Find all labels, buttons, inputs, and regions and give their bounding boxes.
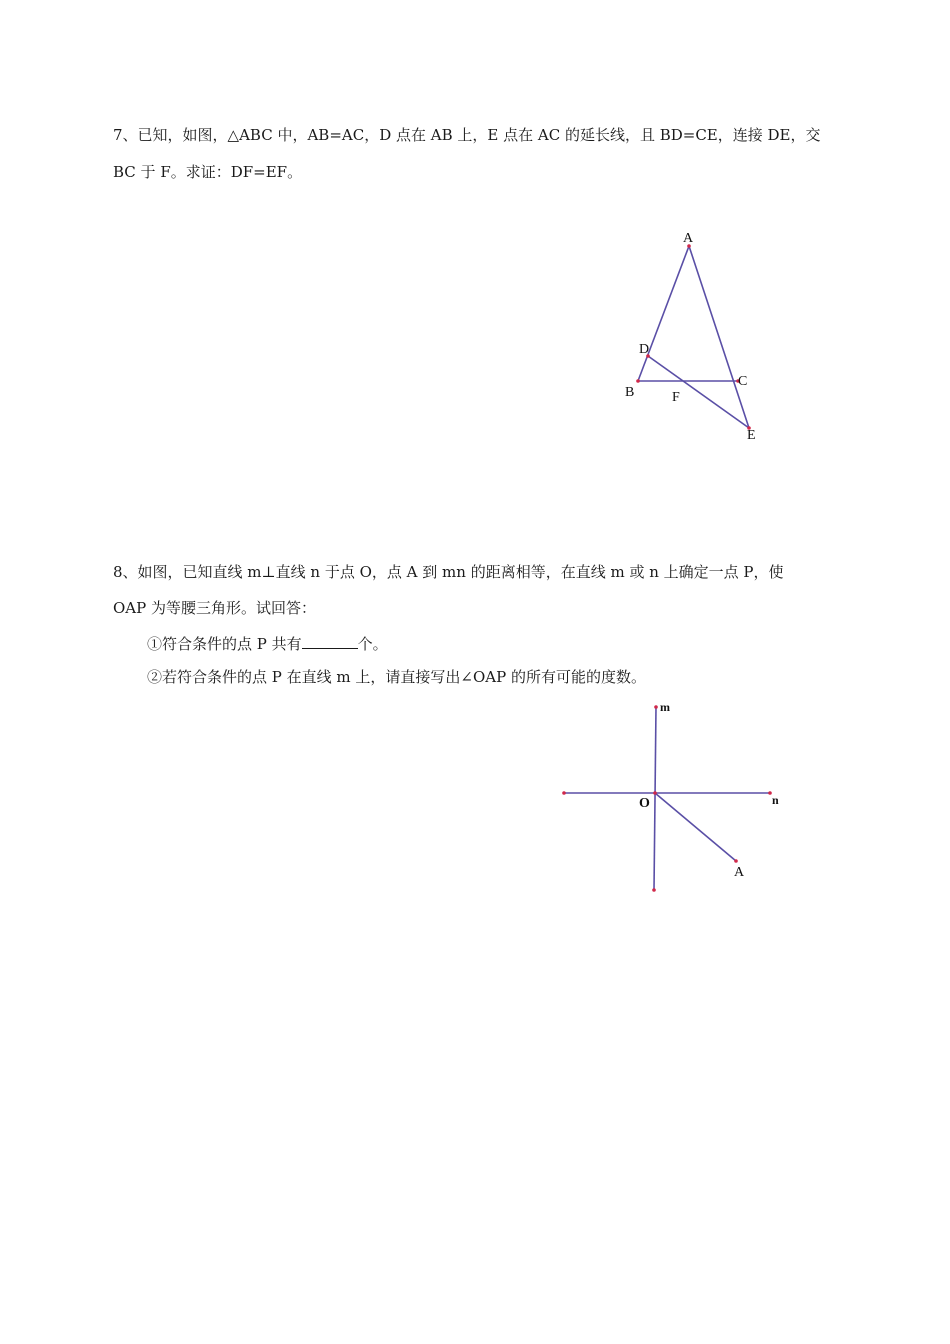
problem8-lines-figure: [550, 695, 800, 900]
question1-text-after: 个。: [357, 635, 388, 653]
segment-OA: [655, 793, 736, 861]
segment-AB: [638, 246, 689, 381]
point-m-end: [654, 705, 658, 709]
point-m-bottom: [652, 888, 656, 892]
problem8-question1: [147, 636, 875, 652]
label-E: E: [747, 428, 756, 443]
problem8-line1: 8、如图，已知直线 m⊥直线 n 于点 O，点 A 到 mn 的距离相等，在直线 m 或 n 上确定一点 P，使: [113, 563, 784, 581]
label-O: O: [639, 796, 650, 811]
point-n-left: [562, 791, 566, 795]
point-B: [636, 379, 640, 383]
label-A: A: [734, 865, 745, 880]
label-A: A: [683, 231, 694, 246]
label-F: F: [672, 390, 680, 405]
label-m: m: [660, 700, 670, 714]
label-n: n: [772, 793, 779, 807]
problem7-line2: BC 于 F。求证：DF=EF。: [113, 163, 303, 181]
line-m: [654, 707, 656, 890]
segment-DE: [648, 356, 749, 428]
problem8-line2: OAP 为等腰三角形。试回答：: [113, 599, 316, 617]
question1-text-before: ①符合条件的点 P 共有: [147, 635, 302, 653]
label-D: D: [639, 342, 650, 357]
point-A: [734, 859, 738, 863]
segment-AE: [689, 246, 749, 428]
problem7-triangle-figure: [600, 220, 780, 450]
answer-blank[interactable]: [302, 636, 358, 649]
label-C: C: [738, 374, 748, 389]
problem7-line1: 7、已知，如图，△ABC 中，AB=AC，D 点在 AB 上，E 点在 AC 的延长线，且 BD=CE，连接 DE，交: [113, 126, 821, 144]
label-B: B: [625, 385, 635, 400]
point-O: [653, 791, 657, 795]
problem8-question2: ②若符合条件的点 P 在直线 m 上，请直接写出∠OAP 的所有可能的度数。: [147, 668, 646, 686]
